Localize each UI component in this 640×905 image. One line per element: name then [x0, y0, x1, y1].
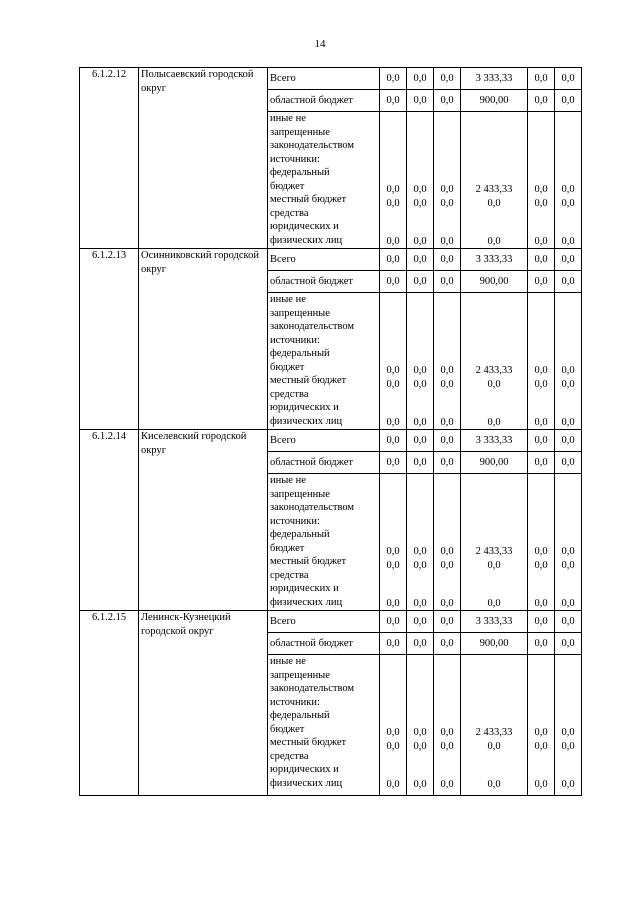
source-label: Всего — [268, 611, 380, 633]
value-legal: 0,0 — [487, 236, 501, 247]
value-legal: 0,0 — [487, 417, 501, 428]
source-label: областной бюджет — [268, 633, 380, 655]
source-label-line: юридических и — [270, 764, 339, 775]
value-cell: 0,0 — [434, 68, 461, 90]
value-federal: 2 433,33 — [475, 184, 513, 195]
value-cell-group — [434, 655, 461, 796]
value-cell: 0,0 — [434, 633, 461, 655]
value-cell-group — [555, 293, 582, 430]
value-local: 0,0 — [534, 379, 548, 390]
value-cell: 0,0 — [434, 452, 461, 474]
source-label-line: физических лиц — [270, 596, 343, 608]
source-label-line: запрещенные — [270, 126, 330, 138]
value-cell: 0,0 — [380, 68, 407, 90]
value-cell-group — [555, 474, 582, 611]
value-local: 0,0 — [561, 198, 575, 209]
value-cell: 0,0 — [434, 249, 461, 271]
value-cell: 0,0 — [380, 452, 407, 474]
value-cell-group — [380, 293, 407, 430]
item-code: 6.1.2.15 — [80, 611, 139, 796]
value-cell: 0,0 — [434, 90, 461, 112]
value-cell: 0,0 — [380, 633, 407, 655]
value-federal: 0,0 — [413, 184, 427, 195]
source-label-line: юридических и — [270, 402, 339, 413]
value-legal: 0,0 — [487, 779, 501, 790]
value-cell: 0,0 — [528, 249, 555, 271]
value-legal: 0,0 — [534, 236, 548, 247]
source-label-line: средства — [270, 207, 309, 219]
value-local: 0,0 — [487, 560, 501, 571]
value-cell: 3 333,33 — [461, 430, 528, 452]
value-cell-group — [461, 112, 528, 249]
value-cell: 0,0 — [528, 611, 555, 633]
value-cell: 0,0 — [380, 249, 407, 271]
value-local: 0,0 — [386, 198, 400, 209]
source-label-other — [268, 655, 380, 796]
value-federal: 0,0 — [561, 546, 575, 557]
value-stack — [380, 293, 406, 429]
value-cell: 0,0 — [528, 633, 555, 655]
value-cell: 0,0 — [528, 430, 555, 452]
value-stack — [555, 655, 581, 791]
value-local: 0,0 — [413, 198, 427, 209]
value-legal: 0,0 — [440, 598, 454, 609]
value-cell-group — [528, 293, 555, 430]
value-cell: 0,0 — [407, 90, 434, 112]
source-label-line: иные не — [270, 656, 306, 667]
value-cell: 3 333,33 — [461, 68, 528, 90]
source-label-line: местный бюджет — [270, 556, 347, 567]
value-local: 0,0 — [561, 560, 575, 571]
value-cell: 0,0 — [380, 271, 407, 293]
value-local: 0,0 — [534, 560, 548, 571]
source-label-line: бюджет — [270, 361, 305, 373]
source-label-other — [268, 293, 380, 430]
value-cell-group — [380, 474, 407, 611]
value-cell: 900,00 — [461, 90, 528, 112]
value-local: 0,0 — [440, 198, 454, 209]
source-label-line: федеральный — [270, 167, 330, 178]
value-cell: 0,0 — [380, 430, 407, 452]
value-cell: 0,0 — [434, 611, 461, 633]
value-local: 0,0 — [440, 741, 454, 752]
value-stack — [434, 293, 460, 429]
source-label-line: местный бюджет — [270, 194, 347, 205]
value-legal: 0,0 — [534, 779, 548, 790]
value-legal: 0,0 — [534, 598, 548, 609]
value-cell: 0,0 — [555, 90, 582, 112]
value-legal: 0,0 — [440, 779, 454, 790]
source-label-line: федеральный — [270, 529, 330, 540]
value-cell: 900,00 — [461, 271, 528, 293]
source-label-line: источники: — [270, 515, 320, 527]
source-label-line: физических лиц — [270, 777, 343, 789]
value-cell: 0,0 — [407, 249, 434, 271]
value-cell: 0,0 — [555, 271, 582, 293]
value-cell: 0,0 — [407, 68, 434, 90]
value-cell-group — [461, 655, 528, 796]
value-cell-group — [407, 655, 434, 796]
value-cell: 0,0 — [434, 430, 461, 452]
value-stack — [434, 474, 460, 610]
value-cell-group — [461, 293, 528, 430]
value-cell: 0,0 — [407, 611, 434, 633]
municipality-name: Киселевский городской округ — [139, 430, 268, 611]
value-stack — [555, 112, 581, 248]
value-stack — [528, 474, 554, 610]
value-stack — [380, 474, 406, 610]
source-label: Всего — [268, 249, 380, 271]
value-federal: 0,0 — [561, 365, 575, 376]
source-label-line: местный бюджет — [270, 737, 347, 748]
source-label-line: бюджет — [270, 723, 305, 735]
value-federal: 0,0 — [440, 184, 454, 195]
source-label-line: средства — [270, 388, 309, 400]
value-local: 0,0 — [413, 741, 427, 752]
item-code: 6.1.2.14 — [80, 430, 139, 611]
value-cell: 0,0 — [528, 68, 555, 90]
value-federal: 0,0 — [413, 727, 427, 738]
value-legal: 0,0 — [413, 779, 427, 790]
value-local: 0,0 — [413, 560, 427, 571]
municipality-name: Осинниковский городской округ — [139, 249, 268, 430]
value-cell: 0,0 — [555, 430, 582, 452]
source-label-line: иные не — [270, 113, 306, 124]
value-cell-group — [461, 474, 528, 611]
source-label: Всего — [268, 430, 380, 452]
value-federal: 0,0 — [440, 727, 454, 738]
value-local: 0,0 — [386, 741, 400, 752]
value-cell: 0,0 — [528, 452, 555, 474]
value-federal: 0,0 — [440, 546, 454, 557]
source-label-line: законодательством — [270, 321, 355, 332]
value-stack — [528, 112, 554, 248]
value-federal: 0,0 — [413, 365, 427, 376]
value-legal: 0,0 — [440, 417, 454, 428]
value-cell: 900,00 — [461, 633, 528, 655]
municipality-name: Полысаевский городской округ — [139, 68, 268, 249]
source-label-line: физических лиц — [270, 415, 343, 427]
value-cell: 0,0 — [407, 633, 434, 655]
value-cell-group — [434, 112, 461, 249]
value-stack — [434, 112, 460, 248]
value-cell-group — [434, 293, 461, 430]
value-cell: 0,0 — [407, 452, 434, 474]
budget-table — [79, 67, 582, 796]
table-row — [80, 68, 582, 90]
value-federal: 0,0 — [386, 727, 400, 738]
value-cell-group — [555, 112, 582, 249]
value-local: 0,0 — [561, 741, 575, 752]
value-cell-group — [555, 655, 582, 796]
value-federal: 0,0 — [386, 184, 400, 195]
value-stack — [461, 112, 527, 248]
source-label-line: источники: — [270, 334, 320, 346]
value-cell: 0,0 — [407, 430, 434, 452]
value-stack — [407, 112, 433, 248]
value-local: 0,0 — [440, 379, 454, 390]
value-cell-group — [528, 474, 555, 611]
source-label: Всего — [268, 68, 380, 90]
value-cell: 0,0 — [380, 611, 407, 633]
value-cell-group — [380, 112, 407, 249]
value-federal: 0,0 — [534, 727, 548, 738]
value-cell: 0,0 — [555, 68, 582, 90]
value-legal: 0,0 — [440, 236, 454, 247]
value-stack — [461, 655, 527, 791]
value-federal: 2 433,33 — [475, 365, 513, 376]
value-federal: 0,0 — [386, 546, 400, 557]
source-label-line: местный бюджет — [270, 375, 347, 386]
source-label-line: средства — [270, 569, 309, 581]
value-legal: 0,0 — [386, 779, 400, 790]
item-code: 6.1.2.13 — [80, 249, 139, 430]
value-federal: 0,0 — [386, 365, 400, 376]
value-federal: 0,0 — [561, 184, 575, 195]
municipality-name: Ленинск-Кузнецкий городской округ — [139, 611, 268, 796]
source-label: областной бюджет — [268, 90, 380, 112]
value-legal: 0,0 — [561, 417, 575, 428]
value-stack — [528, 655, 554, 791]
value-federal: 0,0 — [534, 546, 548, 557]
value-cell-group — [380, 655, 407, 796]
value-legal: 0,0 — [386, 236, 400, 247]
source-label-line: юридических и — [270, 583, 339, 594]
value-cell: 0,0 — [555, 452, 582, 474]
value-federal: 0,0 — [440, 365, 454, 376]
value-stack — [461, 293, 527, 429]
value-cell-group — [528, 112, 555, 249]
source-label-line: федеральный — [270, 348, 330, 359]
value-legal: 0,0 — [413, 598, 427, 609]
value-cell: 0,0 — [407, 271, 434, 293]
value-stack — [555, 474, 581, 610]
source-label-line: источники: — [270, 696, 320, 708]
value-legal: 0,0 — [413, 236, 427, 247]
source-label-other — [268, 112, 380, 249]
source-label-line: юридических и — [270, 221, 339, 232]
value-cell: 0,0 — [555, 611, 582, 633]
table-row — [80, 249, 582, 271]
value-cell: 3 333,33 — [461, 611, 528, 633]
item-code: 6.1.2.12 — [80, 68, 139, 249]
source-label-line: законодательством — [270, 502, 355, 513]
value-cell-group — [407, 293, 434, 430]
table-row — [80, 611, 582, 633]
value-cell: 3 333,33 — [461, 249, 528, 271]
value-stack — [407, 655, 433, 791]
value-local: 0,0 — [487, 741, 501, 752]
source-label-line: источники: — [270, 153, 320, 165]
source-label: областной бюджет — [268, 271, 380, 293]
value-local: 0,0 — [487, 379, 501, 390]
source-label-line: законодательством — [270, 683, 355, 694]
value-local: 0,0 — [534, 741, 548, 752]
table-row — [80, 430, 582, 452]
value-cell-group — [434, 474, 461, 611]
value-cell-group — [407, 474, 434, 611]
value-stack — [380, 112, 406, 248]
value-local: 0,0 — [413, 379, 427, 390]
value-federal: 0,0 — [534, 184, 548, 195]
value-legal: 0,0 — [413, 417, 427, 428]
source-label-line: иные не — [270, 475, 306, 486]
source-label-line: федеральный — [270, 710, 330, 721]
page-number: 14 — [314, 38, 326, 50]
source-label-line: бюджет — [270, 542, 305, 554]
value-federal: 0,0 — [413, 546, 427, 557]
value-local: 0,0 — [534, 198, 548, 209]
value-stack — [407, 474, 433, 610]
source-label-other — [268, 474, 380, 611]
value-cell: 0,0 — [555, 633, 582, 655]
value-cell: 0,0 — [380, 90, 407, 112]
source-label-line: запрещенные — [270, 488, 330, 500]
source-label-line: иные не — [270, 294, 306, 305]
source-label-line: запрещенные — [270, 307, 330, 319]
budget-table-body — [80, 68, 582, 796]
value-local: 0,0 — [440, 560, 454, 571]
value-legal: 0,0 — [561, 598, 575, 609]
value-local: 0,0 — [386, 560, 400, 571]
value-cell: 900,00 — [461, 452, 528, 474]
source-label: областной бюджет — [268, 452, 380, 474]
value-legal: 0,0 — [561, 779, 575, 790]
value-legal: 0,0 — [534, 417, 548, 428]
value-cell: 0,0 — [528, 90, 555, 112]
value-cell: 0,0 — [528, 271, 555, 293]
value-federal: 2 433,33 — [475, 727, 513, 738]
source-label-line: законодательством — [270, 140, 355, 151]
source-label-line: бюджет — [270, 180, 305, 192]
value-local: 0,0 — [487, 198, 501, 209]
value-stack — [555, 293, 581, 429]
source-label-line: физических лиц — [270, 234, 343, 246]
source-label-line: запрещенные — [270, 669, 330, 681]
value-cell: 0,0 — [434, 271, 461, 293]
value-cell: 0,0 — [555, 249, 582, 271]
value-legal: 0,0 — [386, 417, 400, 428]
value-legal: 0,0 — [561, 236, 575, 247]
value-cell-group — [528, 655, 555, 796]
value-cell-group — [407, 112, 434, 249]
value-stack — [407, 293, 433, 429]
value-legal: 0,0 — [386, 598, 400, 609]
value-stack — [434, 655, 460, 791]
value-legal: 0,0 — [487, 598, 501, 609]
value-local: 0,0 — [561, 379, 575, 390]
source-label-line: средства — [270, 750, 309, 762]
value-local: 0,0 — [386, 379, 400, 390]
value-stack — [380, 655, 406, 791]
value-stack — [528, 293, 554, 429]
value-stack — [461, 474, 527, 610]
value-federal: 0,0 — [534, 365, 548, 376]
value-federal: 2 433,33 — [475, 546, 513, 557]
value-federal: 0,0 — [561, 727, 575, 738]
